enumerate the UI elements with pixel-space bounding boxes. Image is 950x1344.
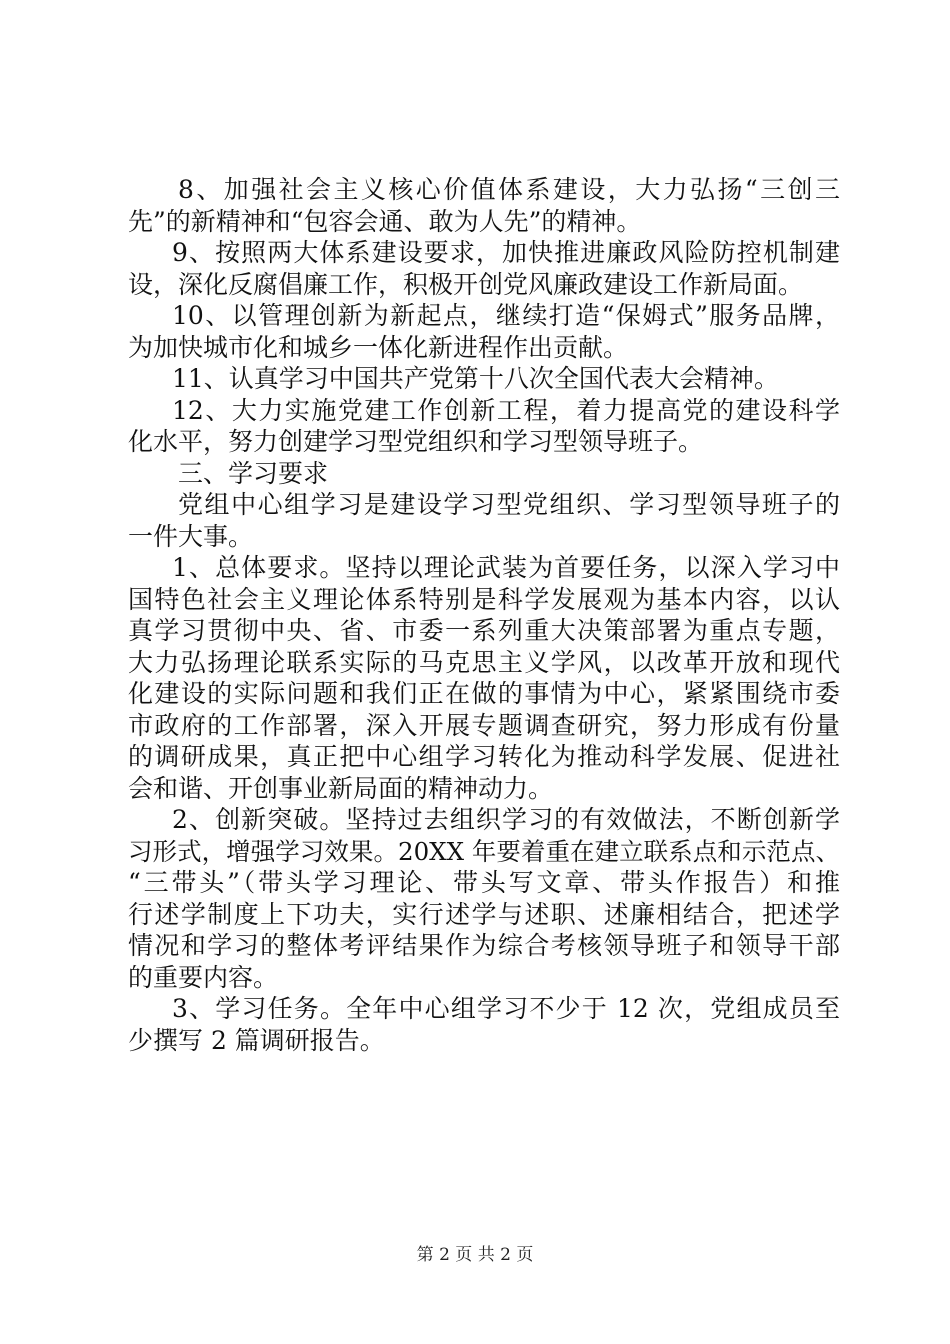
text-line: 习形式，增强学习效果。20XX 年要着重在建立联系点和示范点、 [128,836,840,866]
text-line: 为加快城市化和城乡一体化新进程作出贡献。 [128,332,629,362]
text-line: 12、大力实施党建工作创新工程，着力提高党的建设科学 [172,395,840,425]
text-line: 8、加强社会主义核心价值体系建设，大力弘扬“三创三 [178,175,840,204]
text-line: 化水平，努力创建学习型党组织和学习型领导班子。 [128,427,704,456]
text-line: 2、创新突破。坚持过去组织学习的有效做法，不断创新学 [172,805,840,834]
text-line: 市政府的工作部署，深入开展专题调查研究，努力形成有份量 [128,710,840,740]
text-line: 国特色社会主义理论体系特别是科学发展观为基本内容，以认 [128,584,840,614]
text-line: 化建设的实际问题和我们正在做的事情为中心，紧紧围绕市委 [128,679,840,708]
text-line: 党组中心组学习是建设学习型党组织、学习型领导班子的 [178,490,840,519]
text-line: 一件大事。 [128,521,254,551]
text-line: 大力弘扬理论联系实际的马克思主义学风，以改革开放和现代 [128,647,840,677]
text-line: 设，深化反腐倡廉工作，积极开创党风廉政建设工作新局面。 [128,269,804,299]
text-line: 9、按照两大体系建设要求，加快推进廉政风险防控机制建 [172,238,840,267]
page-footer: 第 2 页 共 2 页 [416,1245,534,1265]
text-line: 会和谐、开创事业新局面的精神动力。 [128,773,554,803]
text-line: 1、总体要求。坚持以理论武装为首要任务，以深入学习中 [172,553,840,582]
text-line: 少撰写 2 篇调研报告。 [128,1025,385,1055]
text-line: 行述学制度上下功夫，实行述学与述职、述廉相结合，把述学 [128,899,840,929]
text-line: “三带头”（带头学习理论、带头写文章、带头作报告）和推 [128,868,840,897]
text-line: 三、学习要求 [178,458,329,488]
text-line: 真学习贯彻中央、省、市委一系列重大决策部署为重点专题， [128,616,840,645]
text-line: 的重要内容。 [128,962,279,992]
text-line: 3、学习任务。全年中心组学习不少于 12 次，党组成员至 [172,994,840,1023]
text-line: 情况和学习的整体考评结果作为综合考核领导班子和领导干部 [128,931,840,960]
text-line: 先”的新精神和“包容会通、敢为人先”的精神。 [128,206,642,236]
text-line: 11、认真学习中国共产党第十八次全国代表大会精神。 [172,364,779,393]
text-line: 10、以管理创新为新起点，继续打造“保姆式”服务品牌， [172,301,840,330]
document-body [128,174,840,1056]
text-line: 的调研成果，真正把中心组学习转化为推动科学发展、促进社 [128,742,840,771]
